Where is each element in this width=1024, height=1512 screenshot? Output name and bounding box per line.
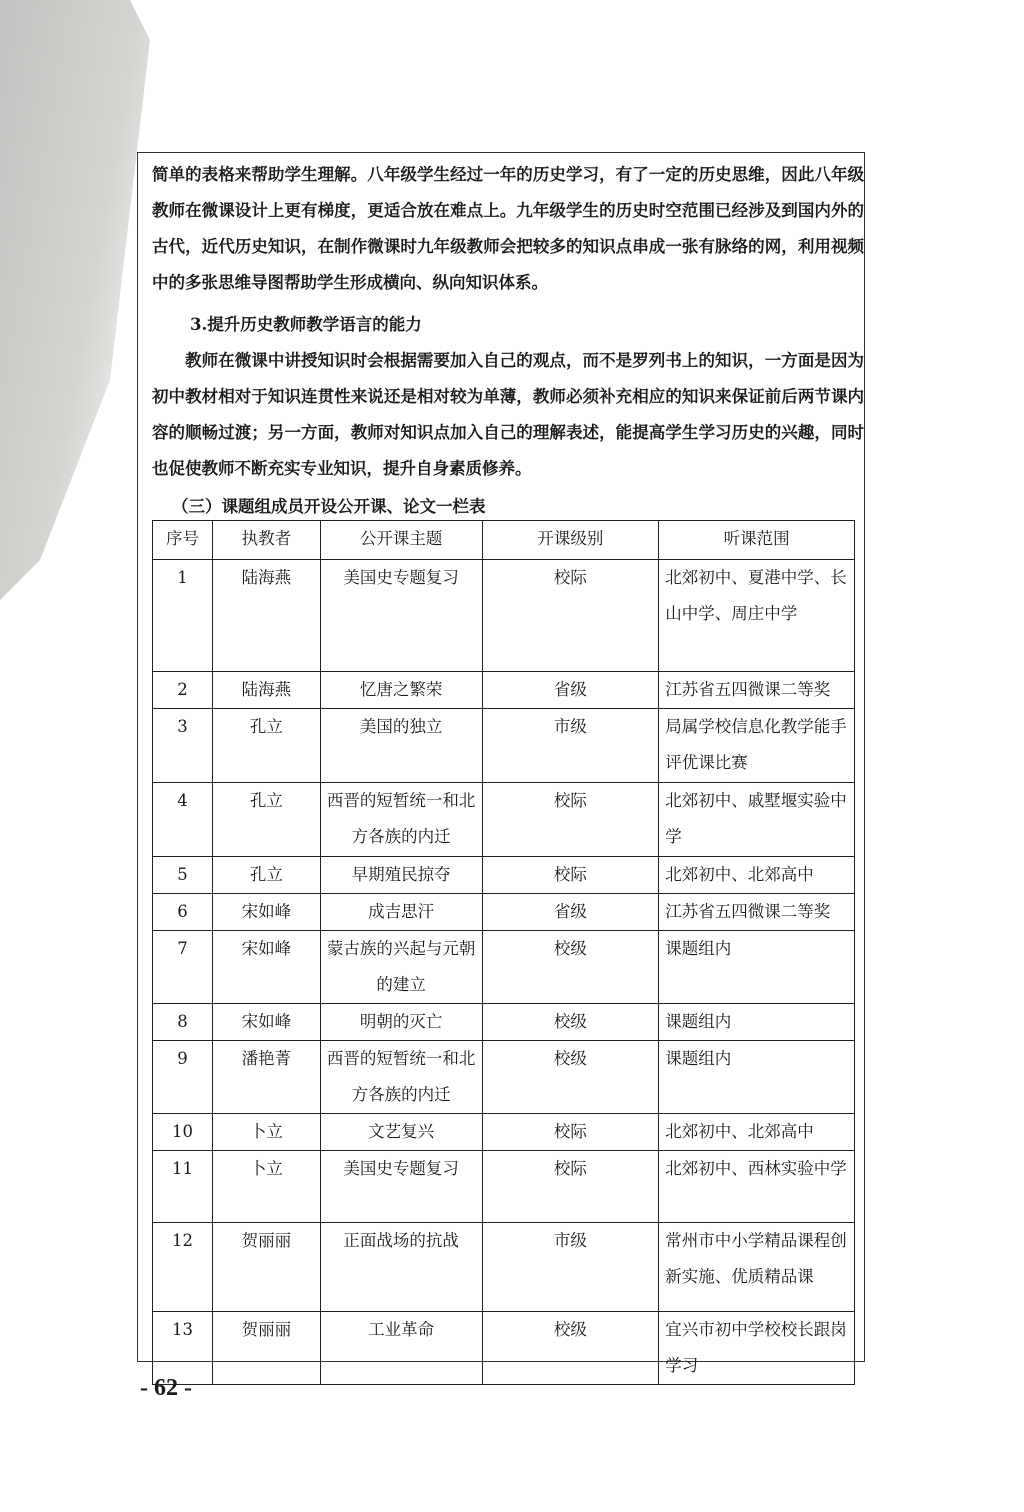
- cell-no: 6: [153, 894, 213, 931]
- table-row: [153, 709, 855, 783]
- cell-teacher: 孔立: [212, 709, 320, 783]
- cell-topic: 美国的独立: [320, 709, 482, 783]
- cell-level: 省级: [482, 672, 659, 709]
- cell-teacher: 贺丽丽: [212, 1223, 320, 1312]
- table-row: [153, 1114, 855, 1151]
- header-no: 序号: [153, 521, 213, 560]
- table-row: [153, 783, 855, 857]
- cell-no: 10: [153, 1114, 213, 1151]
- cell-level: 市级: [482, 709, 659, 783]
- cell-teacher: 孔立: [212, 783, 320, 857]
- cell-scope: 江苏省五四微课二等奖: [659, 894, 855, 931]
- cell-topic: 工业革命: [320, 1312, 482, 1385]
- paragraph-2: 教师在微课中讲授知识时会根据需要加入自己的观点，而不是罗列书上的知识，一方面是因为初中教材相对于知识连贯性来说还是相对较为单薄，教师必须补充相应的知识来保证前后两节课内容的顺畅过渡；另一方面，教师对知识点加入自己的理解表述，能提高学生学习历史的兴趣，同时也促使教师不断充实专业知识，提升自身素质修养。: [152, 351, 864, 478]
- cell-level: 省级: [482, 894, 659, 931]
- cell-level: 校际: [482, 1151, 659, 1223]
- table-row: [153, 1223, 855, 1312]
- cell-teacher: 宋如峰: [212, 1004, 320, 1041]
- cell-topic: 美国史专题复习: [320, 1151, 482, 1223]
- header-level: 开课级别: [482, 521, 659, 560]
- cell-scope: 北郊初中、北郊高中: [659, 857, 855, 894]
- table-row: [153, 1312, 855, 1385]
- cell-level: 校际: [482, 783, 659, 857]
- cell-topic: 西晋的短暂统一和北方各族的内迁: [320, 1041, 482, 1114]
- table-row: [153, 1151, 855, 1223]
- cell-scope: 宜兴市初中学校校长跟岗学习: [659, 1312, 855, 1385]
- cell-topic: 文艺复兴: [320, 1114, 482, 1151]
- cell-no: 11: [153, 1151, 213, 1223]
- table-row: [153, 1004, 855, 1041]
- cell-no: 9: [153, 1041, 213, 1114]
- cell-no: 4: [153, 783, 213, 857]
- cell-scope: 北郊初中、戚墅堰实验中学: [659, 783, 855, 857]
- cell-level: 校级: [482, 1312, 659, 1385]
- cell-topic: 美国史专题复习: [320, 560, 482, 672]
- cell-scope: 课题组内: [659, 931, 855, 1004]
- cell-scope: 课题组内: [659, 1004, 855, 1041]
- cell-teacher: 潘艳菁: [212, 1041, 320, 1114]
- cell-teacher: 卜立: [212, 1151, 320, 1223]
- cell-scope: 局属学校信息化教学能手评优课比赛: [659, 709, 855, 783]
- cell-level: 校际: [482, 560, 659, 672]
- cell-topic: 成吉思汗: [320, 894, 482, 931]
- cell-topic: 正面战场的抗战: [320, 1223, 482, 1312]
- cell-level: 校际: [482, 857, 659, 894]
- cell-no: 7: [153, 931, 213, 1004]
- cell-level: 校级: [482, 1004, 659, 1041]
- cell-no: 12: [153, 1223, 213, 1312]
- cell-no: 8: [153, 1004, 213, 1041]
- table-row: [153, 672, 855, 709]
- table-row: [153, 931, 855, 1004]
- cell-scope: 北郊初中、西林实验中学: [659, 1151, 855, 1223]
- table-header-row: [153, 521, 855, 560]
- paragraph-1: 简单的表格来帮助学生理解。八年级学生经过一年的历史学习，有了一定的历史思维，因此八年级教师在微课设计上更有梯度，更适合放在难点上。九年级学生的历史时空范围已经涉及到国内外的古代，近代历史知识，在制作微课时九年级教师会把较多的知识点串成一张有脉络的网，利用视频中的多张思维导图帮助学生形成横向、纵向知识体系。: [152, 165, 864, 292]
- table-row: [153, 1041, 855, 1114]
- cell-scope: 北郊初中、北郊高中: [659, 1114, 855, 1151]
- cell-topic: 明朝的灭亡: [320, 1004, 482, 1041]
- cell-teacher: 陆海燕: [212, 672, 320, 709]
- cell-level: 市级: [482, 1223, 659, 1312]
- cell-no: 5: [153, 857, 213, 894]
- cell-teacher: 贺丽丽: [212, 1312, 320, 1385]
- page-edge-shadow: [0, 0, 150, 600]
- cell-teacher: 宋如峰: [212, 894, 320, 931]
- cell-scope: 课题组内: [659, 1041, 855, 1114]
- cell-level: 校际: [482, 1114, 659, 1151]
- page-number: - 62 -: [140, 1375, 192, 1401]
- cell-no: 3: [153, 709, 213, 783]
- cell-teacher: 宋如峰: [212, 931, 320, 1004]
- header-topic: 公开课主题: [320, 521, 482, 560]
- cell-level: 校级: [482, 931, 659, 1004]
- open-class-table: [152, 520, 855, 1385]
- cell-teacher: 卜立: [212, 1114, 320, 1151]
- cell-scope: 常州市中小学精品课程创新实施、优质精品课: [659, 1223, 855, 1312]
- header-teacher: 执教者: [212, 521, 320, 560]
- table-row: [153, 894, 855, 931]
- table-row: [153, 857, 855, 894]
- cell-no: 2: [153, 672, 213, 709]
- cell-topic: 早期殖民掠夺: [320, 857, 482, 894]
- table-caption: （三）课题组成员开设公开课、论文一栏表: [172, 497, 486, 516]
- cell-topic: 蒙古族的兴起与元朝的建立: [320, 931, 482, 1004]
- cell-scope: 江苏省五四微课二等奖: [659, 672, 855, 709]
- cell-teacher: 孔立: [212, 857, 320, 894]
- cell-teacher: 陆海燕: [212, 560, 320, 672]
- cell-topic: 西晋的短暂统一和北方各族的内迁: [320, 783, 482, 857]
- cell-no: 1: [153, 560, 213, 672]
- cell-scope: 北郊初中、夏港中学、长山中学、周庄中学: [659, 560, 855, 672]
- header-scope: 听课范围: [659, 521, 855, 560]
- table-row: [153, 560, 855, 672]
- cell-topic: 忆唐之繁荣: [320, 672, 482, 709]
- cell-level: 校级: [482, 1041, 659, 1114]
- section-heading-3: 3.提升历史教师教学语言的能力: [190, 315, 422, 334]
- cell-no: 13: [153, 1312, 213, 1385]
